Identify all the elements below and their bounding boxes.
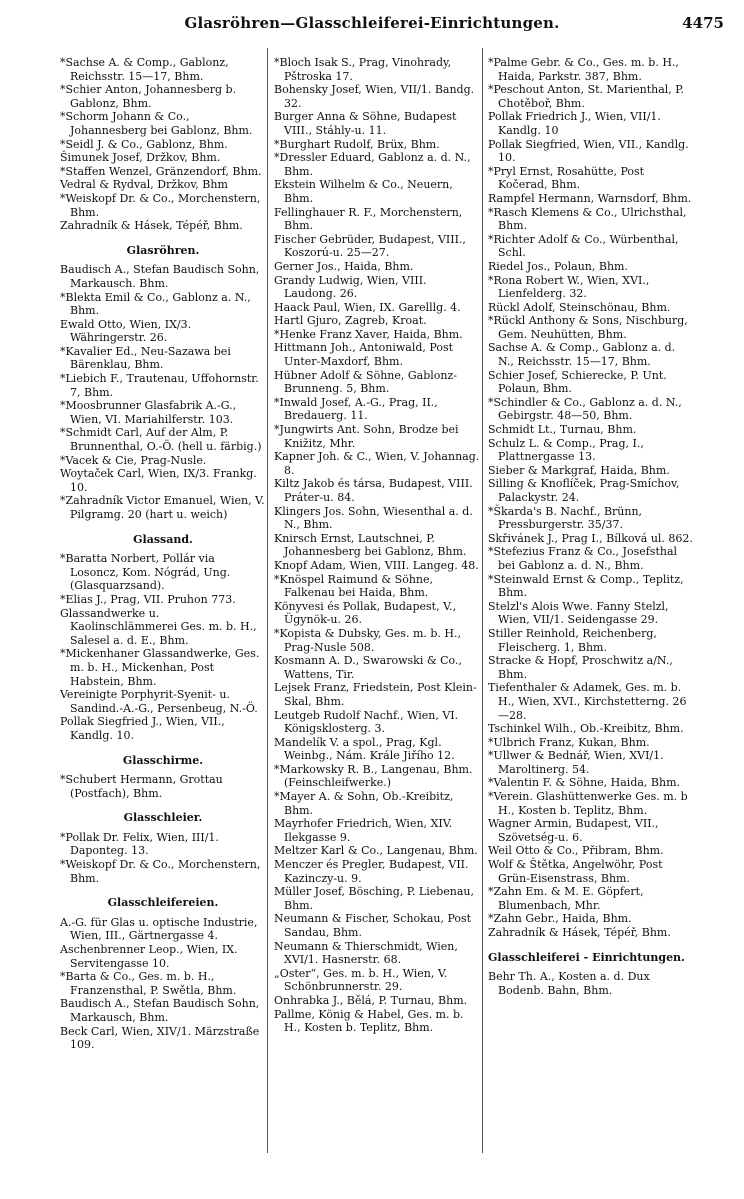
- directory-entry: *Richter Adolf & Co., Würbenthal, Schl.: [488, 232, 679, 260]
- directory-entry: Glassandwerke u. Kaolinschlämmerei Ges. m. b. H., Salesel a. d. E., Bhm.: [60, 606, 257, 647]
- directory-entry: *Peschout Anton, St. Marienthal, P. Chotěboř, Bhm.: [488, 83, 684, 110]
- directory-entry: *Burghart Rudolf, Brüx, Bhm.: [274, 137, 440, 151]
- directory-entry: *Markowsky R. B., Langenau, Bhm. (Feinschleifwerke.): [274, 762, 473, 790]
- directory-entry: Kapner Joh. & C., Wien, V. Johannag. 8.: [274, 450, 480, 477]
- directory-entry: Beck Carl, Wien, XIV/1. Märzstraße 109.: [60, 1024, 260, 1052]
- directory-entry: Zahradník & Hásek, Tépéř, Bhm.: [488, 926, 671, 939]
- directory-entry: Schier Josef, Schierecke, P. Unt. Polaun, Bhm.: [488, 368, 667, 396]
- column-1: [60, 56, 266, 1052]
- directory-entry: Stelzl's Alois Wwe. Fanny Stelzl, Wien, VII/1. Seidengasse 29.: [488, 599, 669, 627]
- page-number: 4475: [682, 14, 724, 32]
- directory-entry: Zahradník & Hásek, Tépéř, Bhm.: [60, 219, 243, 233]
- directory-entry: *Zahn Em. & M. E. Göpfert, Blumenbach, Mhr.: [488, 885, 644, 912]
- directory-entry: *Zahn Gebr., Haida, Bhm.: [488, 912, 632, 926]
- directory-entry: *Pryl Ernst, Rosahütte, Post Kočerad, Bhm.: [488, 164, 645, 192]
- directory-entry: *Baratta Norbert, Pollár via Losoncz, Kom. Nógrád, Ung. (Glasquarzsand).: [60, 552, 231, 593]
- directory-entry: Menczer és Pregler, Budapest, VII. Kazinczy-u. 9.: [274, 858, 469, 885]
- directory-entry: Pollak Siegfried, Wien, VII., Kandlg. 10.: [488, 137, 689, 165]
- directory-entry: Knirsch Ernst, Lautschnei, P. Johannesberg bei Gablonz, Bhm.: [274, 531, 467, 559]
- section-heading-glasroehren: Glasröhren.: [126, 243, 200, 257]
- directory-entry: Neumann & Fischer, Schokau, Post Sandau, Bhm.: [274, 912, 472, 939]
- directory-entry: Stracke & Hopf, Proschwitz a/N., Bhm.: [488, 654, 673, 681]
- directory-entry: Knopf Adam, Wien, VIII. Langeg. 48.: [274, 558, 479, 572]
- directory-entry: Burger Anna & Söhne, Budapest VIII., Stáhly-u. 11.: [274, 110, 457, 137]
- directory-entry: *Inwald Josef, A.-G., Prag, II., Bredauerg. 11.: [274, 395, 438, 423]
- directory-entry: *Pollak Dr. Felix, Wien, III/1. Daponteg. 13.: [60, 830, 219, 858]
- directory-entry: Tiefenthaler & Adamek, Ges. m. b. H., Wien, XVI., Kirchstetterng. 26—28.: [488, 681, 687, 722]
- directory-entry: Pollak Friedrich J., Wien, VII/1. Kandlg. 10: [488, 110, 661, 137]
- directory-entry: Haack Paul, Wien, IX. Garelllg. 4.: [274, 300, 461, 314]
- directory-entry: Riedel Jos., Polaun, Bhm.: [488, 259, 628, 273]
- directory-entry: *Knöspel Raimund & Söhne, Falkenau bei Haida, Bhm.: [274, 572, 434, 600]
- directory-entry: A.-G. für Glas u. optische Industrie, Wien, III., Gärtnergasse 4.: [60, 915, 258, 943]
- directory-entry: „Oster“, Ges. m. b. H., Wien, V. Schönbrunnerstr. 29.: [274, 966, 448, 994]
- column-divider: [482, 48, 483, 1153]
- directory-entry: *Moosbrunner Glasfabrik A.-G., Wien, VI. Mariahilferstr. 103.: [60, 399, 237, 426]
- directory-entry: *Seidl J. & Co., Gablonz, Bhm.: [60, 137, 228, 151]
- directory-entry: *Vacek & Cie, Prag-Nusle.: [60, 453, 207, 467]
- directory-entry: *Barta & Co., Ges. m. b. H., Franzensthal, P. Swětla, Bhm.: [60, 970, 237, 997]
- section-heading-glasschleier: Glasschleier.: [123, 811, 203, 825]
- directory-entry: Mayrhofer Friedrich, Wien, XIV. Ilekgasse 9.: [274, 817, 453, 844]
- directory-entry: *Blekta Emil & Co., Gablonz a. N., Bhm.: [60, 290, 251, 318]
- directory-entry: *Zahradník Victor Emanuel, Wien, V. Pilgramg. 20 (hart u. weich): [60, 494, 265, 521]
- directory-entry: Bohensky Josef, Wien, VII/1. Bandg. 32.: [274, 83, 475, 110]
- directory-entry: Wolf & Štětka, Angelwöhr, Post Grün-Eisenstrass, Bhm.: [488, 858, 663, 885]
- directory-entry: *Mickenhaner Glassandwerke, Ges. m. b. H., Mickenhan, Post Habstein, Bhm.: [60, 647, 260, 688]
- directory-entry: Woytaček Carl, Wien, IX/3. Frankg. 10.: [60, 467, 257, 494]
- directory-entry: *Verein. Glashüttenwerke Ges. m. b H., Kosten b. Teplitz, Bhm.: [488, 790, 688, 817]
- directory-entry: *Liebich F., Trautenau, Uffohornstr. 7, Bhm.: [60, 372, 259, 399]
- directory-entry: Schmidt Lt., Turnau, Bhm.: [488, 423, 637, 437]
- directory-entry: Stiller Reinhold, Reichenberg, Fleischerg. 1, Bhm.: [488, 626, 657, 654]
- directory-entry: Aschenbrenner Leop., Wien, IX. Servitengasse 10.: [60, 943, 238, 970]
- directory-entry: *Schubert Hermann, Grottau (Postfach), Bhm.: [60, 773, 223, 800]
- directory-entry: *Kavalier Ed., Neu-Sazawa bei Bärenklau, Bhm.: [60, 344, 231, 372]
- section-heading-glasschleiferei-einrichtungen: Glasschleiferei - Einrichtungen.: [488, 950, 685, 964]
- directory-entry: Kiltz Jakob és társa, Budapest, VIII. Práter-u. 84.: [274, 477, 473, 504]
- directory-entry: Sieber & Markgraf, Haida, Bhm.: [488, 463, 670, 477]
- directory-entry: Vedral & Rydval, Držkov, Bhm: [60, 178, 228, 192]
- directory-entry: Könyvesi és Pollak, Budapest, V., Ügynök-u. 26.: [274, 599, 457, 627]
- directory-entry: *Palme Gebr. & Co., Ges. m. b. H., Haida, Parkstr. 387, Bhm.: [488, 56, 679, 83]
- directory-entry: Kosmann A. D., Swarowski & Co., Wattens, Tir.: [274, 654, 462, 681]
- directory-entry: *Schier Anton, Johannesberg b. Gablonz, Bhm.: [60, 83, 237, 110]
- directory-entry: Pallme, König & Habel, Ges. m. b. H., Kosten b. Teplitz, Bhm.: [274, 1007, 464, 1035]
- directory-entry: *Jungwirts Ant. Sohn, Brodze bei Knižitz, Mhr.: [274, 423, 459, 450]
- directory-entry: Šimunek Josef, Držkov, Bhm.: [60, 151, 221, 165]
- directory-entry: *Schindler & Co., Gablonz a. d. N., Gebirgstr. 48—50, Bhm.: [488, 395, 682, 423]
- directory-entry: *Rasch Klemens & Co., Ulrichsthal, Bhm.: [488, 205, 687, 233]
- directory-entry: *Staffen Wenzel, Gränzendorf, Bhm.: [60, 164, 262, 178]
- directory-entry: Sachse A. & Comp., Gablonz a. d. N., Reichsstr. 15—17, Bhm.: [488, 341, 676, 369]
- directory-entry: Weil Otto & Co., Přibram, Bhm.: [488, 844, 664, 858]
- directory-entry: Baudisch A., Stefan Baudisch Sohn, Markausch, Bhm.: [60, 997, 260, 1024]
- directory-entry: *Elias J., Prag, VII. Pruhon 773.: [60, 592, 236, 606]
- directory-entry: Behr Th. A., Kosten a. d. Dux Bodenb. Bahn, Bhm.: [488, 970, 650, 997]
- running-title: Glasröhren—Glasschleiferei-Einrichtungen.: [184, 14, 560, 32]
- directory-entry: Müller Josef, Bösching, P. Liebenau, Bhm.: [274, 885, 475, 912]
- directory-entry: Tschinkel Wilh., Ob.-Kreibitz, Bhm.: [488, 722, 684, 736]
- directory-entry: *Ullwer & Bednář, Wien, XVI/1. Maroltinerg. 54.: [488, 749, 664, 776]
- directory-entry: Wagner Armin, Budapest, VII., Szövetség-u. 6.: [488, 817, 659, 844]
- page-header: [0, 14, 744, 36]
- directory-entry: Hittmann Joh., Antoniwald, Post Unter-Maxdorf, Bhm.: [274, 341, 454, 369]
- column-2: [274, 56, 480, 1035]
- directory-entry: *Bloch Isak S., Prag, Vinohrady, Pštroska 17.: [274, 56, 452, 83]
- directory-entry: *Schorm Johann & Co., Johannesberg bei Gablonz, Bhm.: [60, 110, 253, 137]
- directory-entry: Lejsek Franz, Friedstein, Post Klein-Skal, Bhm.: [274, 681, 477, 708]
- directory-entry: Baudisch A., Stefan Baudisch Sohn, Markausch. Bhm.: [60, 263, 260, 290]
- directory-entry: *Škarda's B. Nachf., Brünn, Pressburgerstr. 35/37.: [488, 504, 643, 532]
- directory-entry: *Stefezius Franz & Co., Josefsthal bei Gablonz a. d. N., Bhm.: [488, 545, 678, 572]
- directory-entry: Neumann & Thierschmidt, Wien, XVI/1. Hasnerstr. 68.: [274, 939, 458, 967]
- directory-entry: Hartl Gjuro, Zagreb, Kroat.: [274, 314, 427, 328]
- directory-entry: *Steinwald Ernst & Comp., Teplitz, Bhm.: [488, 572, 684, 600]
- directory-entry: *Dressler Eduard, Gablonz a. d. N., Bhm.: [274, 151, 471, 178]
- directory-entry: *Weiskopf Dr. & Co., Morchenstern, Bhm.: [60, 858, 261, 885]
- directory-entry: Fischer Gebrüder, Budapest, VIII., Koszorú-u. 25—27.: [274, 232, 466, 260]
- directory-entry: Fellinghauer R. F., Morchenstern, Bhm.: [274, 205, 463, 233]
- directory-entry: Rückl Adolf, Steinschönau, Bhm.: [488, 300, 671, 314]
- directory-entry: Silling & Knoflíček, Prag-Smíchov, Palackystr. 24.: [488, 477, 680, 504]
- directory-entry: Leutgeb Rudolf Nachf., Wien, VI. Königsklosterg. 3.: [274, 708, 459, 736]
- directory-entry: Schulz L. & Comp., Prag, I., Plattnergasse 13.: [488, 436, 644, 464]
- directory-entry: Pollak Siegfried J., Wien, VII., Kandlg. 10.: [60, 715, 225, 742]
- directory-entry: Meltzer Karl & Co., Langenau, Bhm.: [274, 844, 478, 858]
- directory-entry: *Sachse A. & Comp., Gablonz, Reichsstr. 15—17, Bhm.: [60, 56, 229, 83]
- directory-entry: Gerner Jos., Haida, Bhm.: [274, 259, 414, 273]
- directory-entry: *Ulbrich Franz, Kukan, Bhm.: [488, 735, 650, 749]
- section-heading-glassand: Glassand.: [133, 532, 193, 546]
- directory-entry: Rampfel Hermann, Warnsdorf, Bhm.: [488, 191, 692, 205]
- directory-entry: Ekstein Wilhelm & Co., Neuern, Bhm.: [274, 178, 453, 205]
- directory-entry: Skřivánek J., Prag I., Bílková ul. 862.: [488, 531, 693, 545]
- directory-entry: Hübner Adolf & Söhne, Gablonz-Brunneng. 5, Bhm.: [274, 368, 458, 396]
- column-3: [488, 56, 694, 997]
- directory-entry: Ewald Otto, Wien, IX/3. Währingerstr. 26.: [60, 317, 192, 345]
- directory-entry: Vereinigte Porphyrit-Syenit- u. Sandind.-A.-G., Persenbeug, N.-Ö.: [60, 688, 258, 715]
- column-divider: [267, 48, 268, 1153]
- directory-entry: *Schmidt Carl, Auf der Alm, P. Brunnenthal, O.-Ö. (hell u. färbig.): [60, 426, 262, 454]
- section-heading-glasschleifereien: Glasschleifereien.: [107, 896, 219, 910]
- directory-entry: *Henke Franz Xaver, Haida, Bhm.: [274, 327, 463, 341]
- directory-entry: Klingers Jos. Sohn, Wiesenthal a. d. N., Bhm.: [274, 504, 473, 532]
- directory-entry: Grandy Ludwig, Wien, VIII. Laudong. 26.: [274, 273, 427, 301]
- directory-entry: *Rückl Anthony & Sons, Nischburg, Gem. Neuhütten, Bhm.: [488, 314, 688, 341]
- directory-entry: *Mayer A. & Sohn, Ob.-Kreibitz, Bhm.: [274, 790, 454, 817]
- directory-entry: Mandelík V. a spol., Prag, Kgl. Weinbg., Nám. Krále Jiřího 12.: [274, 735, 455, 763]
- directory-entry: *Kopista & Dubsky, Ges. m. b. H., Prag-Nusle 508.: [274, 626, 461, 654]
- directory-entry: *Weiskopf Dr. & Co., Morchenstern, Bhm.: [60, 191, 261, 219]
- section-heading-glasschirme: Glasschirme.: [122, 753, 204, 767]
- directory-entry: Onhrabka J., Bělá, P. Turnau, Bhm.: [274, 993, 468, 1007]
- directory-entry: *Valentin F. & Söhne, Haida, Bhm.: [488, 776, 681, 790]
- directory-entry: *Rona Robert W., Wien, XVI., Lienfelderg. 32.: [488, 273, 650, 301]
